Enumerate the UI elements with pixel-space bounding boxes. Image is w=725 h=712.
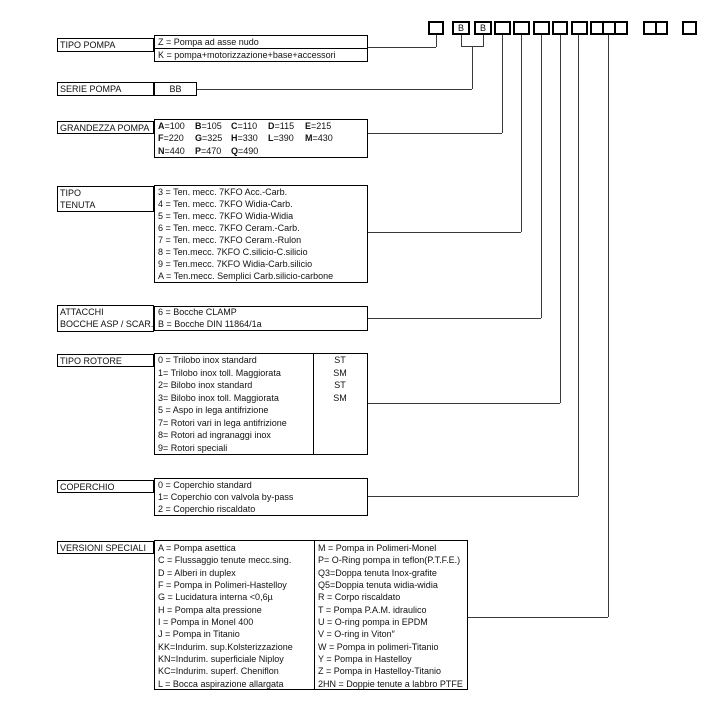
connector-serie-pompa: [461, 46, 484, 47]
code-box-group-2: [643, 21, 668, 35]
code-box-coperchio: [571, 21, 588, 35]
connector-versioni: [468, 617, 608, 618]
section-options-versioni: [154, 540, 468, 690]
connector-serie-pompa: [472, 46, 473, 89]
option-row: [155, 429, 367, 442]
option-text: 9= Rotori speciali: [158, 442, 228, 453]
section-options-attacchi: [154, 306, 368, 331]
section-label-rotore: TIPO ROTORE: [57, 354, 154, 367]
connector-tenuta: [368, 232, 521, 233]
code-cell: [604, 23, 616, 33]
option-row: I = Pompa in Monel 400: [158, 617, 254, 628]
option-row: KN=Indurim. superficiale Niploy: [158, 654, 284, 665]
code-cell: [592, 23, 604, 33]
option-row: F = Pompa in Polimeri-Hastelloy: [158, 580, 287, 591]
option-row: W = Pompa in polimeri-Titanio: [318, 641, 439, 652]
connector-grandezza: [368, 133, 502, 134]
option-row: 7 = Ten. mecc. 7KFO Ceram.-Rulon: [158, 235, 302, 245]
option-row: 2HN = Doppie tenute a labbro PTFE: [318, 678, 463, 689]
size-cell: M=430: [305, 133, 333, 144]
connector-tipo-pompa: [436, 35, 437, 47]
option-row: A = Ten.mecc. Semplici Carb.silicio-carbone: [158, 271, 334, 281]
option-row: B = Bocche DIN 11864/1a: [158, 318, 262, 329]
code-box-tipo-pompa: [428, 21, 444, 35]
connector-tipo-pompa: [368, 47, 436, 48]
section-label-serie-pompa: SERIE POMPA: [57, 82, 154, 96]
size-cell: P=470: [195, 145, 222, 156]
option-tag: [313, 417, 367, 430]
option-row: Q3=Doppa tenuta Inox-grafite: [318, 567, 437, 578]
code-box-serie-1: B: [452, 21, 470, 35]
option-text: 3= Bilobo inox toll. Maggiorata: [158, 392, 279, 403]
option-row: D = Alberi in duplex: [158, 567, 236, 578]
size-cell: F=220: [158, 133, 184, 144]
option-tag: SM: [333, 367, 347, 378]
option-row: 3 = Ten. mecc. 7KFO Acc.-Carb.: [158, 187, 288, 197]
section-options-tipo-pompa: [154, 35, 368, 62]
option-tag: SM: [333, 392, 347, 403]
option-row: A = Pompa asettica: [158, 543, 236, 553]
section-options-tenuta: [154, 185, 368, 283]
option-row: J = Pompa in Titanio: [158, 629, 240, 640]
option-row: M = Pompa in Polimeri-Monel: [318, 543, 437, 553]
section-label-tipo-pompa: TIPO POMPA: [57, 38, 154, 52]
code-box-serie-2: B: [474, 21, 492, 35]
option-tag: ST: [334, 355, 346, 365]
option-tag: [313, 429, 367, 442]
size-cell: G=325: [195, 133, 223, 144]
connector-serie-pompa: [461, 35, 462, 46]
option-row: [155, 392, 367, 405]
option-row: H = Pompa alta pressione: [158, 604, 262, 615]
section-label-grandezza: GRANDEZZA POMPA: [57, 121, 154, 134]
size-cell: E=215: [305, 121, 332, 131]
code-box-attacchi: [533, 21, 550, 35]
option-row: [155, 367, 367, 380]
option-row: 0 = Coperchio standard: [158, 480, 252, 490]
connector-coperchio: [578, 35, 579, 496]
option-row: 9 = Ten.mecc. 7KFO Widia-Carb.silicio: [158, 259, 313, 269]
option-row: 6 = Bocche CLAMP: [158, 307, 237, 317]
code-box-group-versioni: [590, 21, 628, 35]
option-row: 4 = Ten. mecc. 7KFO Widia-Carb.: [158, 199, 293, 209]
option-row: Z = Pompa in Hastelloy-Titanio: [318, 666, 441, 677]
size-cell: D=115: [268, 121, 295, 131]
option-tag: [313, 404, 367, 417]
option-row: C = Flussaggio tenute mecc.sing.: [158, 555, 292, 566]
option-row: V = O-ring in Viton″: [318, 629, 395, 640]
option-row: 6 = Ten. mecc. 7KFO Ceram.-Carb.: [158, 223, 300, 233]
section-options-rotore: [154, 353, 368, 455]
versioni-left-column: [155, 542, 313, 690]
section-options-grandezza: [154, 119, 368, 158]
option-row: 2 = Coperchio riscaldato: [158, 504, 256, 514]
option-tag: ST: [334, 380, 346, 390]
connector-rotore: [368, 403, 560, 404]
connector-serie-pompa: [196, 89, 472, 90]
option-row: [155, 354, 367, 367]
option-text: 1= Trilobo inox toll. Maggiorata: [158, 367, 281, 378]
code-box-last: [682, 21, 697, 35]
connector-serie-pompa: [483, 35, 484, 46]
connector-versioni: [608, 35, 609, 617]
option-row: [155, 404, 367, 417]
code-box-grandezza: [494, 21, 511, 35]
option-row: T = Pompa P.A.M. idraulico: [318, 604, 427, 615]
option-text: 8= Rotori ad ingranaggi inox: [158, 430, 271, 440]
size-cell: A=100: [158, 121, 185, 131]
option-row: Y = Pompa in Hastelloy: [318, 654, 412, 665]
option-row: [155, 379, 367, 392]
rotore-rows: [155, 354, 367, 454]
connector-grandezza: [502, 35, 503, 133]
option-text: 2= Bilobo inox standard: [158, 380, 253, 390]
size-cell: B=105: [195, 121, 222, 131]
option-row: [155, 417, 367, 430]
code-box-tenuta: [513, 21, 530, 35]
option-row: 5 = Ten. mecc. 7KFO Widia-Widia: [158, 211, 294, 221]
option-row: P= O-Ring pompa in teflon(P.T.F.E.): [318, 555, 461, 566]
option-row: Q5=Doppia tenuta widia-widia: [318, 580, 438, 591]
option-text: 5 = Aspo in lega antifrizione: [158, 405, 269, 415]
column-divider: [313, 354, 314, 454]
option-row: [155, 442, 367, 455]
section-label-coperchio: COPERCHIO: [57, 480, 154, 493]
option-tag: [313, 442, 367, 455]
section-label-versioni: VERSIONI SPECIALI: [57, 541, 154, 554]
size-cell: H=330: [231, 133, 258, 144]
option-row: U = O-ring pompa in EPDM: [318, 617, 428, 628]
section-options-coperchio: [154, 478, 368, 516]
option-row: L = Bocca aspirazione allargata: [158, 678, 284, 689]
size-cell: N=440: [158, 145, 185, 156]
option-row: K = pompa+motorizzazione+base+accessori: [158, 49, 336, 60]
option-row: Z = Pompa ad asse nudo: [155, 36, 367, 49]
section-label-tenuta: TIPO TENUTA: [57, 186, 154, 212]
connector-attacchi: [368, 318, 541, 319]
size-cell: Q=490: [231, 145, 259, 156]
connector-tenuta: [521, 35, 522, 232]
section-label-attacchi: ATTACCHI BOCCHE ASP / SCAR.: [57, 305, 154, 332]
column-divider: [314, 541, 315, 689]
connector-attacchi: [541, 35, 542, 318]
option-row: KC=Indurim. superf. Cheniflon: [158, 666, 279, 677]
code-cell: [616, 23, 626, 33]
option-text: 7= Rotori vari in lega antifrizione: [158, 417, 287, 428]
versioni-right-column: [315, 542, 467, 690]
size-cell: C=110: [231, 121, 258, 131]
option-row: R = Corpo riscaldato: [318, 592, 401, 603]
code-box-rotore: [552, 21, 568, 35]
connector-rotore: [560, 35, 561, 403]
connector-coperchio: [368, 496, 578, 497]
option-row: G = Lucidatura interna <0,6µ: [158, 592, 273, 603]
code-cell: [645, 23, 657, 33]
size-cell: L=390: [268, 133, 294, 144]
option-text: 0 = Trilobo inox standard: [158, 355, 257, 365]
option-row: KK=Indurim. sup.Kolsterizzazione: [158, 641, 293, 652]
serie-pompa-value: BB: [154, 82, 197, 96]
code-cell: [657, 23, 667, 33]
option-row: 8 = Ten.mecc. 7KFO C.silicio-C.silicio: [158, 247, 308, 257]
option-row: 1= Coperchio con valvola by-pass: [158, 492, 294, 502]
